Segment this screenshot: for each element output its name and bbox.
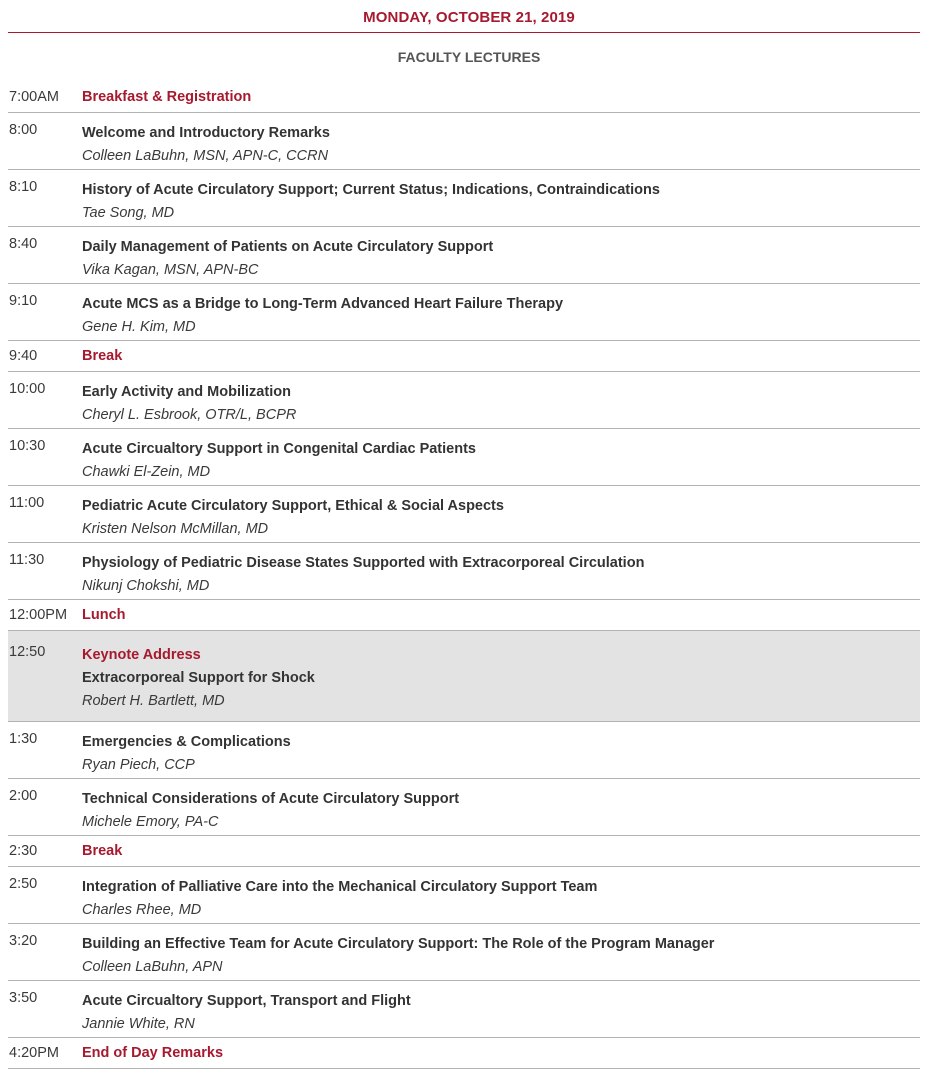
session-details [82, 644, 920, 713]
session-details [82, 89, 920, 106]
schedule-row [8, 836, 920, 867]
session-title: Physiology of Pediatric Disease States Supported with Extracorporeal Circulation [82, 555, 645, 571]
session-time: 8:10 [9, 179, 38, 195]
session-speaker: Cheryl L. Esbrook, OTR/L, BCPR [82, 407, 297, 423]
session-time: 3:20 [9, 933, 38, 949]
session-speaker: Jannie White, RN [82, 1016, 195, 1032]
session-time: 3:50 [9, 990, 38, 1006]
session-speaker: Charles Rhee, MD [82, 902, 202, 918]
session-speaker: Chawki El-Zein, MD [82, 464, 211, 480]
session-title: Technical Considerations of Acute Circulatory Support [82, 791, 460, 807]
schedule-row [8, 981, 920, 1038]
schedule-row [8, 1038, 920, 1069]
session-title: Extracorporeal Support for Shock [82, 670, 315, 686]
event-title: Breakfast & Registration [82, 89, 252, 105]
schedule-row [8, 372, 920, 429]
schedule-row [8, 284, 920, 341]
keynote-label: Keynote Address [82, 647, 201, 663]
session-speaker: Tae Song, MD [82, 205, 175, 221]
event-title: Break [82, 843, 123, 859]
schedule-row [8, 779, 920, 836]
schedule-list [8, 82, 920, 1069]
session-details [82, 495, 920, 541]
session-details [82, 933, 920, 979]
session-details [82, 236, 920, 282]
session-time: 2:50 [9, 876, 38, 892]
session-title: Daily Management of Patients on Acute Circulatory Support [82, 239, 494, 255]
session-title: Welcome and Introductory Remarks [82, 125, 330, 141]
schedule-row [8, 486, 920, 543]
session-speaker: Colleen LaBuhn, APN [82, 959, 223, 975]
session-title: Building an Effective Team for Acute Circulatory Support: The Role of the Program Manager [82, 936, 715, 952]
session-time: 9:10 [9, 293, 38, 309]
schedule-row [8, 631, 920, 722]
session-time: 8:00 [9, 122, 38, 138]
event-title: Lunch [82, 607, 126, 623]
session-details [82, 843, 920, 860]
session-speaker: Kristen Nelson McMillan, MD [82, 521, 269, 537]
session-time: 4:20PM [9, 1045, 59, 1061]
session-details [82, 122, 920, 168]
schedule-row [8, 113, 920, 170]
session-title: Integration of Palliative Care into the Mechanical Circulatory Support Team [82, 879, 598, 895]
section-title: FACULTY LECTURES [397, 49, 541, 65]
session-time: 11:30 [9, 552, 45, 568]
session-speaker: Vika Kagan, MSN, APN-BC [82, 262, 259, 278]
session-title: History of Acute Circulatory Support; Current Status; Indications, Contraindications [82, 182, 660, 198]
day-divider [8, 32, 920, 33]
session-details [82, 1045, 920, 1062]
session-details [82, 438, 920, 484]
session-time: 8:40 [9, 236, 38, 252]
session-details [82, 179, 920, 225]
session-title: Acute Circualtory Support in Congenital Cardiac Patients [82, 441, 476, 457]
session-details [82, 788, 920, 834]
event-title: End of Day Remarks [82, 1045, 224, 1061]
session-details [82, 293, 920, 339]
session-time: 12:50 [9, 644, 46, 660]
session-time: 10:00 [9, 381, 46, 397]
session-title: Emergencies & Complications [82, 734, 291, 750]
session-time: 7:00AM [9, 89, 59, 105]
session-speaker: Michele Emory, PA-C [82, 814, 219, 830]
session-time: 9:40 [9, 348, 38, 364]
session-title: Pediatric Acute Circulatory Support, Ethical & Social Aspects [82, 498, 504, 514]
session-time: 2:00 [9, 788, 38, 804]
schedule-row [8, 867, 920, 924]
session-time: 10:30 [9, 438, 46, 454]
schedule-row [8, 600, 920, 631]
session-details [82, 876, 920, 922]
session-details [82, 381, 920, 427]
schedule-row [8, 227, 920, 284]
event-title: Break [82, 348, 123, 364]
schedule-row [8, 82, 920, 113]
session-speaker: Robert H. Bartlett, MD [82, 693, 225, 709]
session-speaker: Nikunj Chokshi, MD [82, 578, 210, 594]
session-details [82, 990, 920, 1036]
session-speaker: Ryan Piech, CCP [82, 757, 195, 773]
session-speaker: Gene H. Kim, MD [82, 319, 196, 335]
session-time: 2:30 [9, 843, 38, 859]
session-time: 12:00PM [9, 607, 68, 623]
session-title: Acute Circualtory Support, Transport and Flight [82, 993, 411, 1009]
session-details [82, 731, 920, 777]
schedule-row [8, 722, 920, 779]
schedule-row [8, 170, 920, 227]
session-time: 11:00 [9, 495, 45, 511]
session-details [82, 552, 920, 598]
schedule-row [8, 543, 920, 600]
schedule-row [8, 429, 920, 486]
schedule-row [8, 924, 920, 981]
session-details [82, 607, 920, 624]
session-details [82, 348, 920, 365]
session-title: Acute MCS as a Bridge to Long-Term Advanced Heart Failure Therapy [82, 296, 564, 312]
schedule-row [8, 341, 920, 372]
session-speaker: Colleen LaBuhn, MSN, APN-C, CCRN [82, 148, 329, 164]
day-title: MONDAY, OCTOBER 21, 2019 [363, 9, 575, 26]
session-time: 1:30 [9, 731, 38, 747]
session-title: Early Activity and Mobilization [82, 384, 291, 400]
